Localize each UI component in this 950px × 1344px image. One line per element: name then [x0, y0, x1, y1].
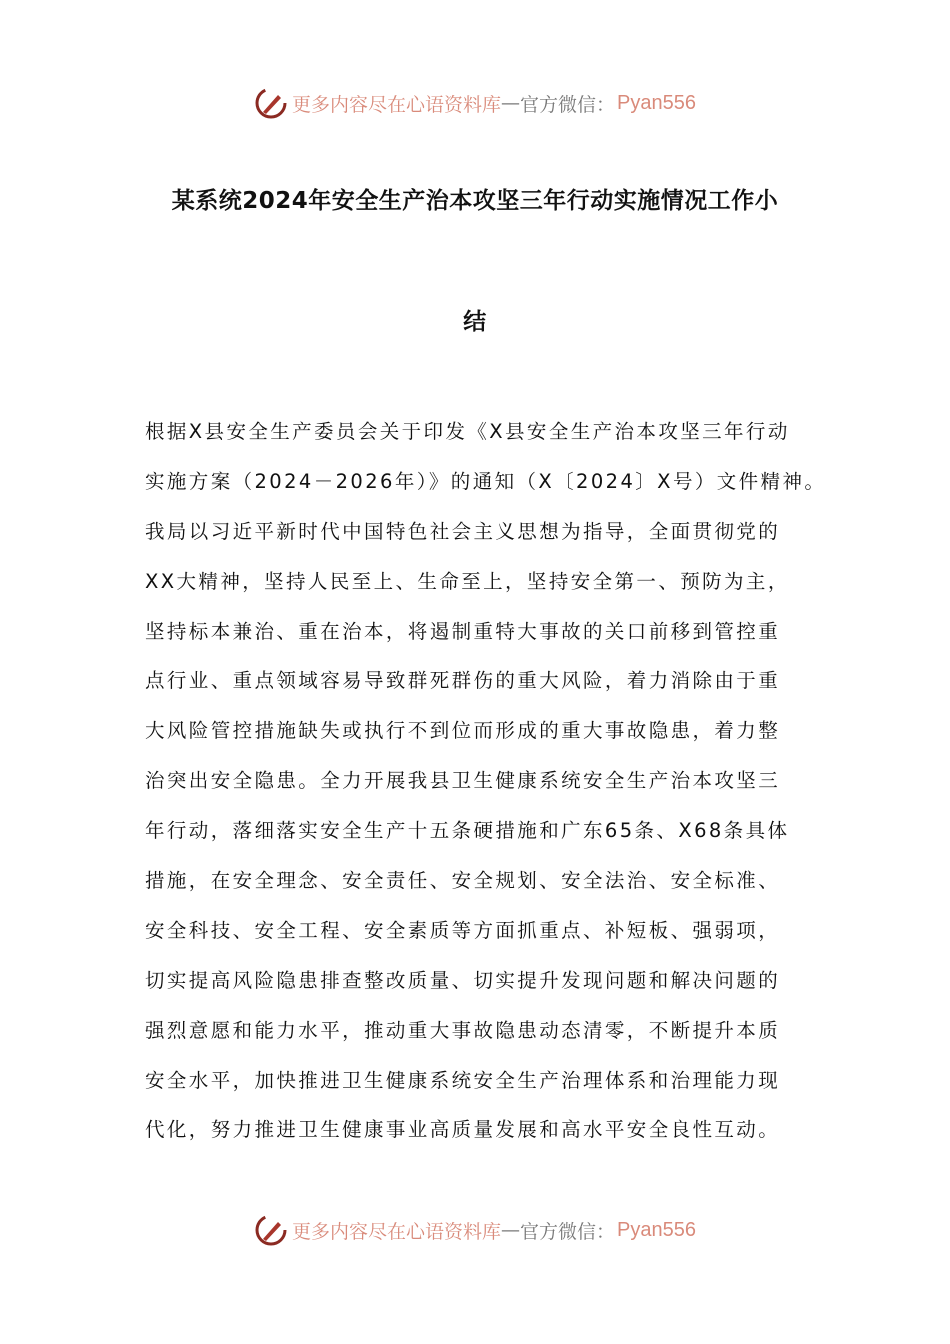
watermark-wechat-label: 官方微信： [520, 1220, 616, 1243]
watermark-wechat-id: Pyan556 [617, 1218, 696, 1241]
body-line: 代化，努力推进卫生健康事业高质量发展和高水平安全良性互动。 [145, 1118, 781, 1142]
watermark-footer [0, 1210, 950, 1250]
watermark-dash: — [501, 1219, 521, 1241]
watermark-wechat-label: 官方微信： [520, 93, 616, 116]
pen-logo-icon [254, 1213, 288, 1247]
document-title-line2: 结 [463, 309, 487, 335]
body-line: 治突出安全隐患。全力开展我县卫生健康系统安全生产治本攻坚三 [145, 769, 781, 793]
body-line: 点行业、重点领域容易导致群死群伤的重大风险，着力消除由于重 [145, 669, 781, 693]
body-line: 年行动，落细落实安全生产十五条硬措施和广东65条、X68条具体 [145, 819, 790, 843]
body-line: 我局以习近平新时代中国特色社会主义思想为指导，全面贯彻党的 [145, 519, 781, 543]
body-line: 大风险管控措施缺失或执行不到位而形成的重大事故隐患，着力整 [145, 719, 781, 743]
body-line: 坚持标本兼治、重在治本，将遏制重特大事故的关口前移到管控重 [145, 619, 781, 643]
watermark-wechat-id: Pyan556 [617, 91, 696, 114]
document-body [145, 414, 827, 1162]
pen-logo-icon [254, 86, 288, 120]
watermark-header [0, 83, 950, 123]
body-line: 安全水平，加快推进卫生健康系统安全生产治理体系和治理能力现 [145, 1068, 781, 1092]
body-line: 实施方案（2024－2026年）》的通知（X〔2024〕X号）文件精神。 [145, 469, 827, 493]
body-line: XX大精神，坚持人民至上、生命至上，坚持安全第一、预防为主， [145, 569, 790, 593]
body-line: 强烈意愿和能力水平，推动重大事故隐患动态清零，不断提升本质 [145, 1018, 781, 1042]
document-title-line1: 某系统2024年安全生产治本攻坚三年行动实施情况工作小 [171, 188, 779, 214]
watermark-dash: — [501, 92, 521, 114]
body-line: 切实提高风险隐患排查整改质量、切实提升发现问题和解决问题的 [145, 968, 781, 992]
watermark-text: 更多内容尽在心语资料库 [292, 1220, 502, 1243]
watermark-text: 更多内容尽在心语资料库 [292, 93, 502, 116]
body-line: 根据X县安全生产委员会关于印发《X县安全生产治本攻坚三年行动 [145, 420, 790, 443]
body-line: 安全科技、安全工程、安全素质等方面抓重点、补短板、强弱项， [145, 918, 781, 942]
body-line: 措施，在安全理念、安全责任、安全规划、安全法治、安全标准、 [145, 869, 781, 893]
